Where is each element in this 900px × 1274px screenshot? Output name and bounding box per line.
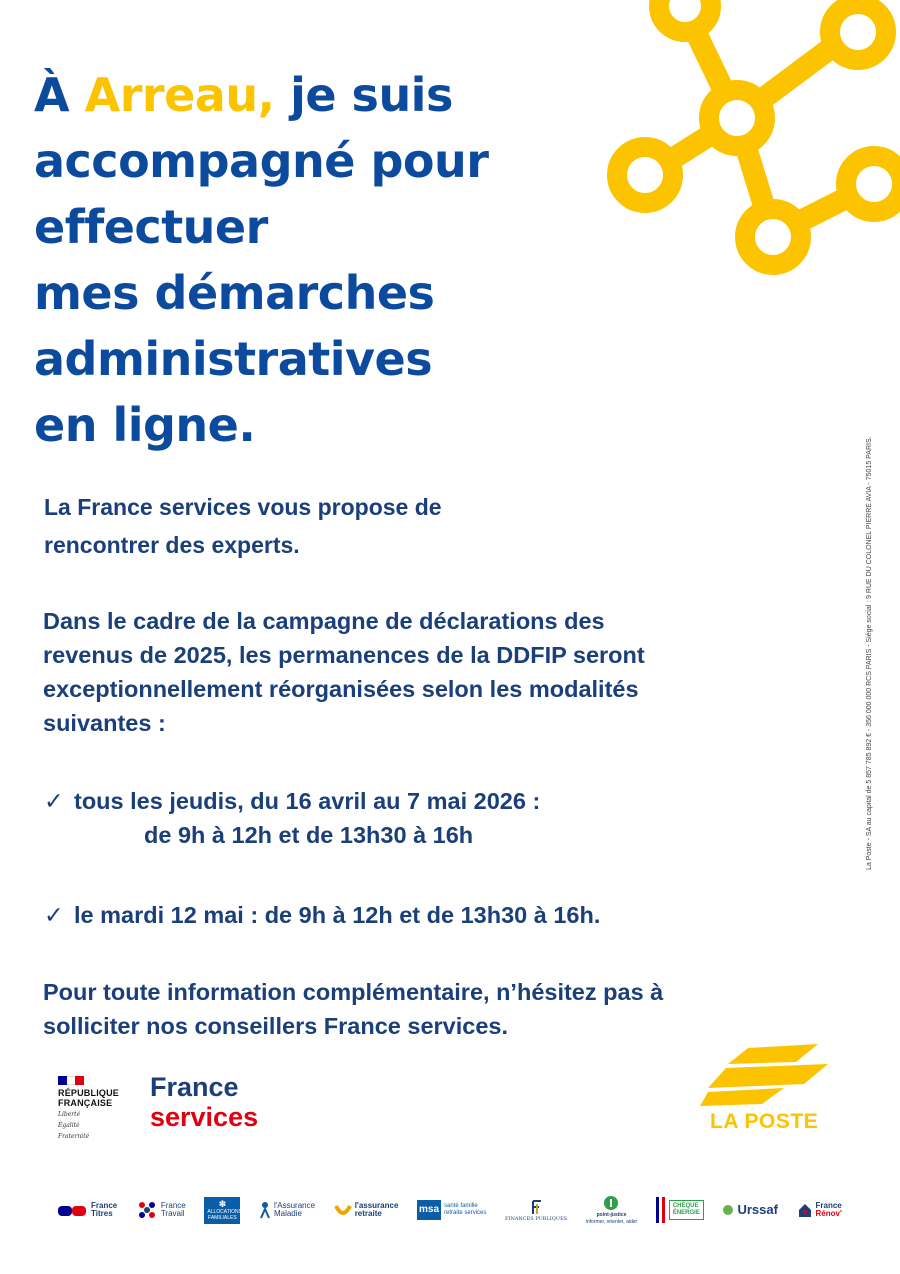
headline bbox=[34, 62, 614, 458]
motto-fraternite: Fraternité bbox=[58, 1133, 90, 1140]
partner-1-l1: France bbox=[91, 1201, 118, 1210]
partner-msa bbox=[417, 1200, 486, 1220]
partner-7-l2: PUBLIQUES bbox=[535, 1215, 568, 1222]
partner-assurance-retraite bbox=[334, 1202, 399, 1218]
partner-9-l1: CHÈQUE bbox=[672, 1203, 699, 1209]
partner-point-justice bbox=[586, 1195, 637, 1225]
schedule-item-1-hours: de 9h à 12h et de 13h30 à 16h bbox=[144, 822, 474, 848]
partner-5-l2: retraite bbox=[354, 1209, 382, 1218]
assurance-maladie-icon bbox=[259, 1201, 271, 1219]
partner-1-l2: Titres bbox=[91, 1209, 113, 1218]
caf-logo-icon: ✽ bbox=[218, 1198, 227, 1209]
schedule-item-tuesday bbox=[44, 898, 600, 932]
partner-3-l1: ALLOCATIONS bbox=[207, 1208, 242, 1215]
partner-cheque-energie bbox=[656, 1197, 704, 1223]
headline-line-5: administratives bbox=[34, 332, 433, 386]
cheque-energie-flag-icon bbox=[656, 1197, 666, 1223]
partner-5-l1: l'assurance bbox=[354, 1201, 399, 1210]
paragraph-line-2: revenus de 2025, les permanences de la DDFIP seront bbox=[43, 642, 645, 668]
urssaf-icon bbox=[722, 1204, 734, 1216]
france-services-logo bbox=[150, 1072, 258, 1132]
closing-line-2: solliciter nos conseillers France services. bbox=[43, 1013, 509, 1039]
point-justice-icon bbox=[603, 1195, 619, 1211]
partner-2-l1: France bbox=[160, 1201, 186, 1210]
assurance-retraite-icon bbox=[334, 1202, 352, 1218]
checkmark-icon: ✓ bbox=[44, 902, 64, 928]
msa-logo-icon: msa bbox=[417, 1200, 441, 1220]
paragraph-line-4: suivantes : bbox=[43, 710, 166, 736]
france-travail-icon bbox=[136, 1199, 158, 1221]
partner-8-l2: informer, orienter, aider bbox=[585, 1219, 638, 1225]
partner-france-travail bbox=[136, 1199, 186, 1221]
closing-line-1: Pour toute information complémentaire, n’hésitez pas à bbox=[43, 979, 664, 1005]
partner-france-titres bbox=[58, 1202, 117, 1218]
france-renov-house-icon bbox=[797, 1202, 813, 1218]
partner-7-text bbox=[505, 1216, 567, 1222]
intro-line-2: rencontrer des experts. bbox=[44, 532, 300, 558]
partner-6-l1: santé famille bbox=[444, 1203, 478, 1209]
schedule-item-2-text: le mardi 12 mai : de 9h à 12h et de 13h30 à 16h. bbox=[74, 902, 601, 928]
headline-line-1 bbox=[34, 62, 614, 128]
motto-egalite: Égalité bbox=[58, 1122, 80, 1129]
la-poste-bird-icon bbox=[700, 1040, 840, 1110]
france-titres-icon bbox=[58, 1202, 88, 1218]
partner-4-l2: Maladie bbox=[273, 1209, 302, 1218]
partner-assurance-maladie bbox=[259, 1201, 315, 1219]
partner-11-l1: France bbox=[815, 1201, 842, 1210]
la-poste-text: LA POSTE bbox=[710, 1110, 819, 1133]
partner-6-l2: retraite services bbox=[444, 1210, 487, 1216]
headline-line-6: en ligne. bbox=[34, 398, 256, 452]
republique-line-2: FRANÇAISE bbox=[58, 1098, 113, 1108]
headline-suffix: je suis bbox=[274, 68, 453, 122]
paragraph-line-3: exceptionnellement réorganisées selon les modalités bbox=[43, 676, 639, 702]
intro-text bbox=[44, 488, 604, 564]
partner-4-l1: l'Assurance bbox=[273, 1201, 316, 1210]
legal-mention: La Poste - SA au capital de 5 857 785 892 € - 356 000 000 RCS PARIS - Siège social : 9 RUE DU COLONEL PIERRE AVIA - 75015 PARIS. bbox=[866, 436, 873, 870]
closing-text bbox=[43, 975, 873, 1043]
republique-line-1: RÉPUBLIQUE bbox=[58, 1088, 120, 1098]
partner-caf bbox=[204, 1197, 240, 1224]
network-graphic bbox=[600, 0, 900, 290]
campaign-paragraph bbox=[43, 604, 863, 740]
headline-line-3: effectuer bbox=[34, 200, 268, 254]
schedule-item-thursdays bbox=[44, 784, 540, 852]
headline-line-2: accompagné pour bbox=[34, 134, 489, 188]
partner-2-l2: Travail bbox=[160, 1209, 185, 1218]
partner-10-l1: Urssaf bbox=[737, 1202, 778, 1217]
intro-line-1: La France services vous propose de bbox=[44, 494, 442, 520]
paragraph-line-1: Dans le cadre de la campagne de déclarations des bbox=[43, 608, 605, 634]
la-poste-logo bbox=[700, 1040, 840, 1135]
france-services-line-2: services bbox=[150, 1102, 259, 1132]
partner-3-l2: FAMILIALES bbox=[208, 1214, 237, 1221]
partner-9-l2: ÉNERGIE bbox=[672, 1210, 700, 1216]
partner-finances-publiques bbox=[505, 1199, 567, 1222]
partner-11-l2: Rénov' bbox=[815, 1209, 842, 1218]
finances-publiques-icon bbox=[529, 1199, 543, 1215]
headline-line-4: mes démarches bbox=[34, 266, 435, 320]
headline-place: Arreau, bbox=[84, 68, 275, 122]
partner-7-l1: FINANCES bbox=[505, 1215, 534, 1222]
partner-8-l1: point-justice bbox=[596, 1212, 627, 1218]
french-flag-icon bbox=[58, 1076, 84, 1085]
schedule-item-1-main: tous les jeudis, du 16 avril au 7 mai 2026 : bbox=[74, 788, 541, 814]
motto-liberte: Liberté bbox=[58, 1111, 81, 1118]
partner-logos bbox=[58, 1190, 842, 1230]
checkmark-icon: ✓ bbox=[44, 788, 64, 814]
france-services-line-1: France bbox=[150, 1072, 239, 1102]
partner-urssaf bbox=[722, 1203, 777, 1217]
headline-prefix: À bbox=[34, 68, 85, 122]
partner-france-renov bbox=[797, 1202, 842, 1218]
republique-francaise-logo bbox=[58, 1076, 138, 1141]
